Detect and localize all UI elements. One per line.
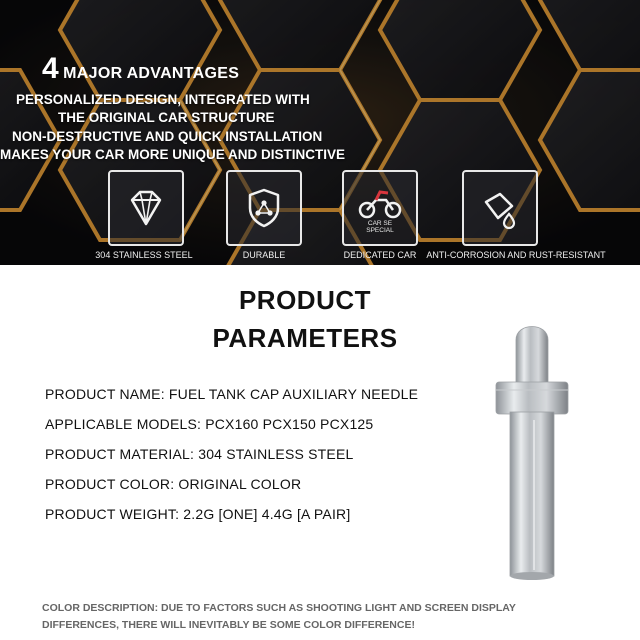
param-color: PRODUCT COLOR: ORIGINAL COLOR xyxy=(45,476,302,492)
special-badge: CAR SE SPECIAL xyxy=(366,220,394,234)
needle-product-photo xyxy=(490,320,574,582)
shield-icon xyxy=(240,184,288,232)
feature-label-stainless: 304 STAINLESS STEEL xyxy=(95,250,193,260)
param-product-name: PRODUCT NAME: FUEL TANK CAP AUXILIARY NEEDLE xyxy=(45,386,419,402)
tagline-4: MAKES YOUR CAR MORE UNIQUE AND DISTINCTIVE xyxy=(0,147,346,162)
color-note-line1: COLOR DESCRIPTION: DUE TO FACTORS SUCH AS SHOOTING LIGHT AND SCREEN DISPLAY xyxy=(42,602,516,614)
feature-dedicated xyxy=(342,170,418,246)
feature-label-dedicated: DEDICATED CAR xyxy=(343,250,417,260)
param-material: PRODUCT MATERIAL: 304 STAINLESS STEEL xyxy=(45,446,354,462)
advantages-headline xyxy=(42,52,239,86)
water-drop-icon xyxy=(476,184,524,232)
color-note-line2: DIFFERENCES, THERE WILL INEVITABLY BE SOME COLOR DIFFERENCE! xyxy=(42,619,415,631)
parameters-title-line2: PARAMETERS xyxy=(212,323,398,353)
headline-number: 4 xyxy=(42,52,59,85)
tagline-1: PERSONALIZED DESIGN, INTEGRATED WITH xyxy=(16,92,310,107)
feature-stainless xyxy=(108,170,184,246)
feature-label-durable: DURABLE xyxy=(242,250,286,260)
tagline-2: THE ORIGINAL CAR STRUCTURE xyxy=(58,110,275,125)
param-applicable-models: APPLICABLE MODELS: PCX160 PCX150 PCX125 xyxy=(45,416,374,432)
feature-anticorrosion xyxy=(462,170,538,246)
tagline-3: NON-DESTRUCTIVE AND QUICK INSTALLATION xyxy=(12,129,323,144)
feature-label-anticorrosion: ANTI-CORROSION AND RUST-RESISTANT xyxy=(426,250,606,260)
headline-text: MAJOR ADVANTAGES xyxy=(63,65,240,82)
parameters-title-line1: PRODUCT xyxy=(238,285,372,315)
advantages-banner xyxy=(0,0,640,265)
param-weight: PRODUCT WEIGHT: 2.2G [ONE] 4.4G [A PAIR] xyxy=(45,506,351,522)
feature-durable xyxy=(226,170,302,246)
diamond-icon xyxy=(122,184,170,232)
